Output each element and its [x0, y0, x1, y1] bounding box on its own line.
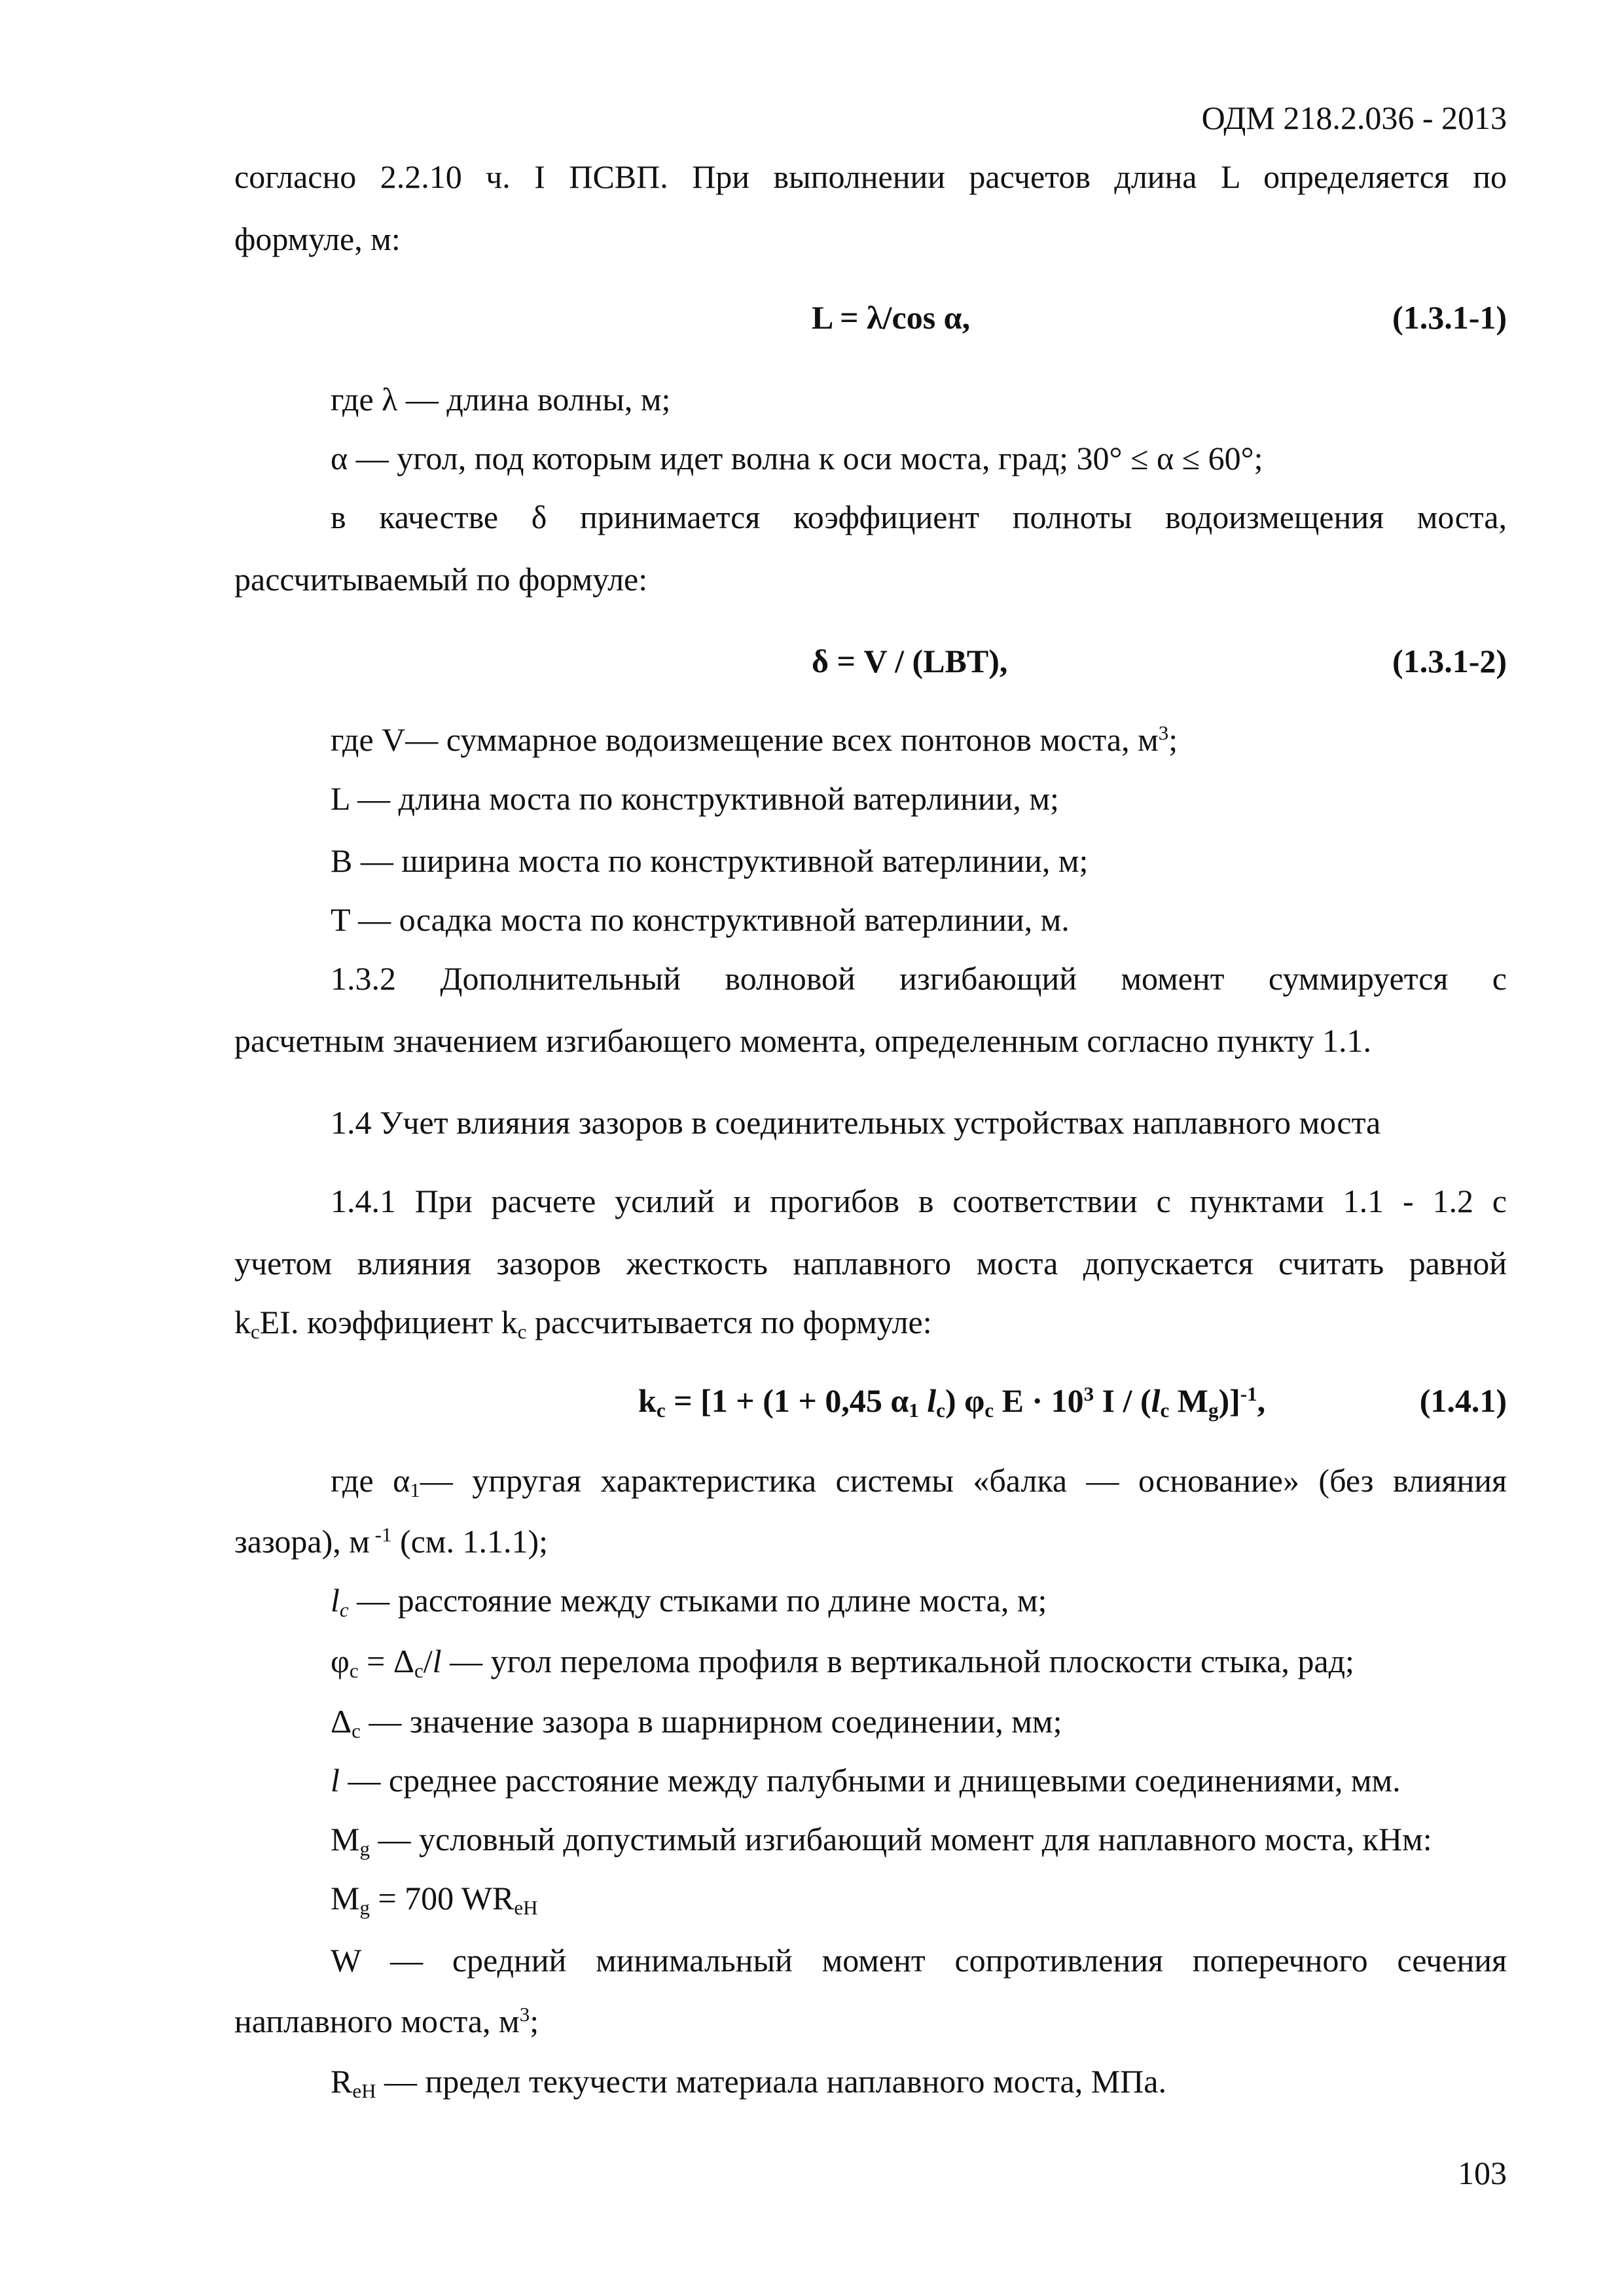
formula-1-4-1: $k_c = [1 + (1 + 0,45$ $\alpha_1$ $l_c$) $\varphi_c$ $E \cdot 10^3$ I / ($l_c$ $M_g)]^{-1}$, — [638, 1382, 1266, 1422]
formula-1-3-1-2: δ = V / (LBT), — [812, 643, 1008, 679]
definition-line: наплавного моста, $м^3$; — [234, 2002, 539, 2039]
paragraph-line: в качестве δ принимается коэффициент полноты водоизмещения моста, — [331, 499, 1507, 535]
definition-line: $\varphi_c = \Delta_c/l$ — угол перелома профиля в вертикальной плоскости стыка, рад; — [331, 1643, 1354, 1682]
formula-number: (1.3.1-1) — [1392, 299, 1507, 336]
definition-line: T — осадка моста по конструктивной ватерлинии, м. — [331, 901, 1070, 938]
definition-line: W — средний минимальный момент сопротивления поперечного сечения — [331, 1942, 1507, 1979]
paragraph-line: 1.4.1 При расчете усилий и прогибов в соответствии с пунктами 1.1 - 1.2 с — [331, 1183, 1507, 1219]
definition-line: α — угол, под которым идет волна к оси моста, град; 30° ≤ α ≤ 60°; — [331, 440, 1263, 476]
formula-number: (1.3.1-2) — [1392, 643, 1507, 679]
definition-line: B — ширина моста по конструктивной ватерлинии, м; — [331, 842, 1089, 879]
section-title: 1.4 Учет влияния зазоров в соединительных устройствах наплавного моста — [331, 1104, 1381, 1141]
equation-line: $M_g = 700$ $WR_{eH}$ — [331, 1880, 538, 1919]
paragraph-line: $k_cEI$. коэффициент $k_c$ рассчитывается по формуле: — [234, 1304, 932, 1343]
formula-1-3-1-1: L = λ/cos α, — [812, 299, 971, 336]
definition-line: $l_c$ — расстояние между стыками по длине моста, м; — [331, 1582, 1047, 1621]
definition-line: где λ — длина волны, м; — [331, 381, 671, 418]
definition-line: $\Delta_c$ — значение зазора в шарнирном соединении, мм; — [331, 1703, 1062, 1742]
paragraph-line: формуле, м: — [234, 221, 401, 257]
paragraph-line: 1.3.2 Дополнительный волновой изгибающий момент суммируется с — [331, 960, 1507, 997]
definition-line: $R_{eH}$ — предел текучести материала наплавного моста, МПа. — [331, 2063, 1166, 2102]
definition-line: L — длина моста по конструктивной ватерлинии, м; — [331, 780, 1059, 817]
definition-line: $M_g$ — условный допустимый изгибающий момент для наплавного моста, кНм: — [331, 1821, 1432, 1860]
page-number: 103 — [1458, 2155, 1507, 2191]
formula-number: (1.4.1) — [1419, 1382, 1507, 1419]
document-code: ОДМ 218.2.036 - 2013 — [1201, 99, 1507, 136]
definition-line: l — среднее расстояние между палубными и днищевыми соединениями, мм. — [331, 1762, 1401, 1799]
paragraph-line: рассчитываемый по формуле: — [234, 561, 648, 598]
definition-line: зазора), м $^{-1}$ (см. 1.1.1); — [234, 1522, 548, 1560]
definition-line: где V— суммарное водоизмещение всех понтонов моста, $м^3$; — [331, 721, 1178, 758]
paragraph-line: согласно 2.2.10 ч. I ПСВП. При выполнении расчетов длина L определяется по — [234, 158, 1507, 195]
paragraph-line: расчетным значением изгибающего момента, определенным согласно пункту 1.1. — [234, 1022, 1372, 1059]
paragraph-line: учетом влияния зазоров жесткость наплавного моста допускается считать равной — [234, 1245, 1507, 1282]
definition-line: где $\alpha_1—$ упругая характеристика системы «балка — основание» (без влияния — [331, 1462, 1507, 1501]
